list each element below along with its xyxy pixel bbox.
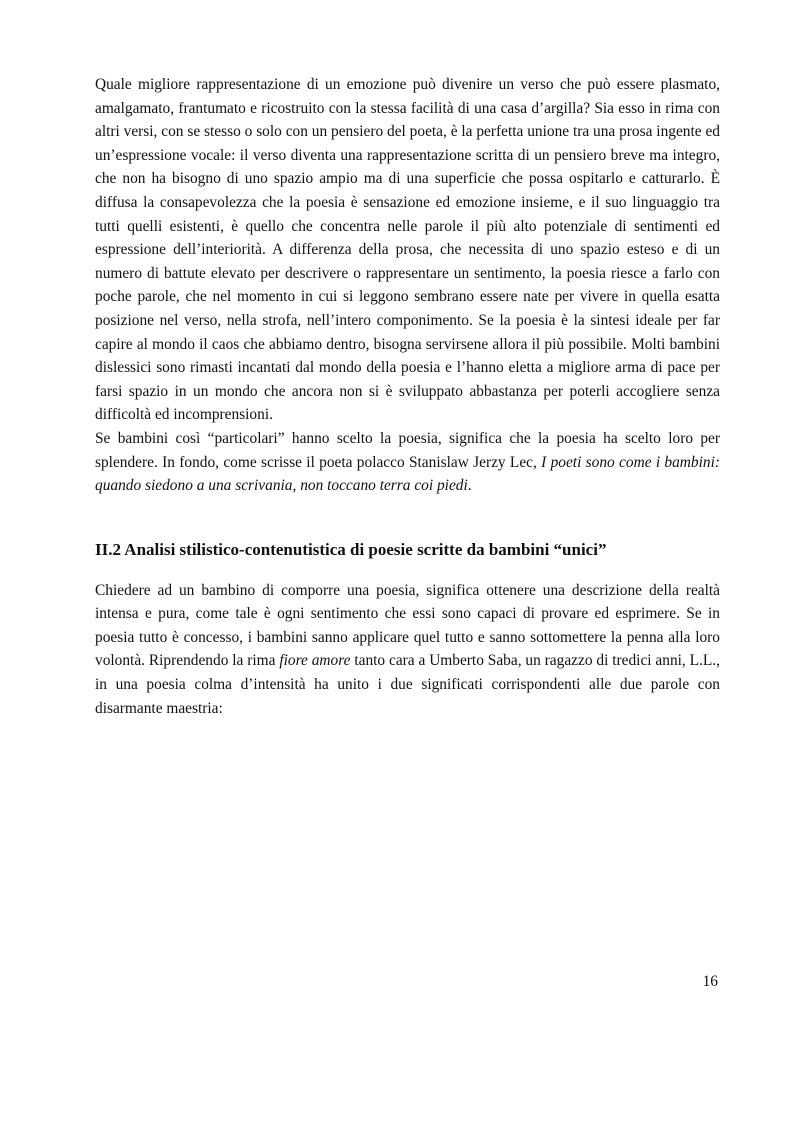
lec-paragraph-text: Se bambini così “particolari” hanno scelto la poesia, significa che la poesia ha scelto loro per splendere. In fondo, come scrisse il poeta polacco Stanislaw Jerzy Lec, [95,429,720,471]
section-paragraph-end: tanto cara a Umberto Saba, un ragazzo di tredici anni, L.L., in una poesia colma d’intensità ha unito i due significati corrispondenti alle due parole con disarmante maestria: [95,652,720,717]
section-heading: II.2 Analisi stilistico-contenutistica di poesie scritte da bambini “unici” [95,539,607,559]
intro-paragraph [95,73,720,427]
page-number: 16 [702,973,718,990]
lec-quote: I poeti sono come i bambini: quando siedono a una scrivania, non toccano terra coi piedi [95,453,720,495]
section-paragraph [95,579,720,721]
lec-paragraph [95,427,720,498]
rhyme-phrase: fiore amore [279,652,351,670]
section-paragraph-text: Chiedere ad un bambino di comporre una poesia, significa ottenere una descrizione della realtà intensa e pura, come tale è ogni sentimento che essi sono capaci di provare ed esprimere. Se in poesia tutto è concesso, i bambini sanno applicare quel tutto e sanno sottomettere la penna alla loro volontà. Riprendendo la rima [95,581,720,670]
lec-paragraph-end: . [467,477,472,495]
intro-paragraph-text: Quale migliore rappresentazione di un emozione può divenire un verso che può essere plasmato, amalgamato, frantumato e ricostruito con la stessa facilità di una casa d’argilla? Sia esso in rima con altri versi, con se stesso o solo con un pensiero del poeta, è la perfetta unione tra una prosa ingente ed un’espressione vocale: il verso diventa una rappresentazione scritta di un pensiero breve ma integro, che non ha bisogno di uno spazio ampio ma di una superficie che possa ospitarlo e catturarlo. È diffusa la consapevolezza che la poesia è sensazione ed emozione insieme, e il suo linguaggio tra tutti quelli esistenti, è quello che concentra nelle parole il più alto potenziale di sentimenti ed espressione dell’interiorità. A differenza della prosa, che necessita di uno spazio esteso e di un numero di battute elevato per descrivere o rappresentare un sentimento, la poesia riesce a farlo con poche parole, che nel momento in cui si leggono sembrano essere nate per vivere in quella esatta posizione nel verso, nella strofa, nell’intero componimento. Se la poesia è la sintesi ideale per far capire al mondo il caos che abbiamo dentro, bisogna servirsene allora il più possibile. Molti bambini dislessici sono rimasti incantati dal mondo della poesia e l’hanno eletta a migliore arma di pace per farsi spazio in un mondo che ancora non si è sviluppato abbastanza per poterli accogliere senza difficoltà ed incomprensioni. [95,76,720,424]
page-body [95,73,720,720]
